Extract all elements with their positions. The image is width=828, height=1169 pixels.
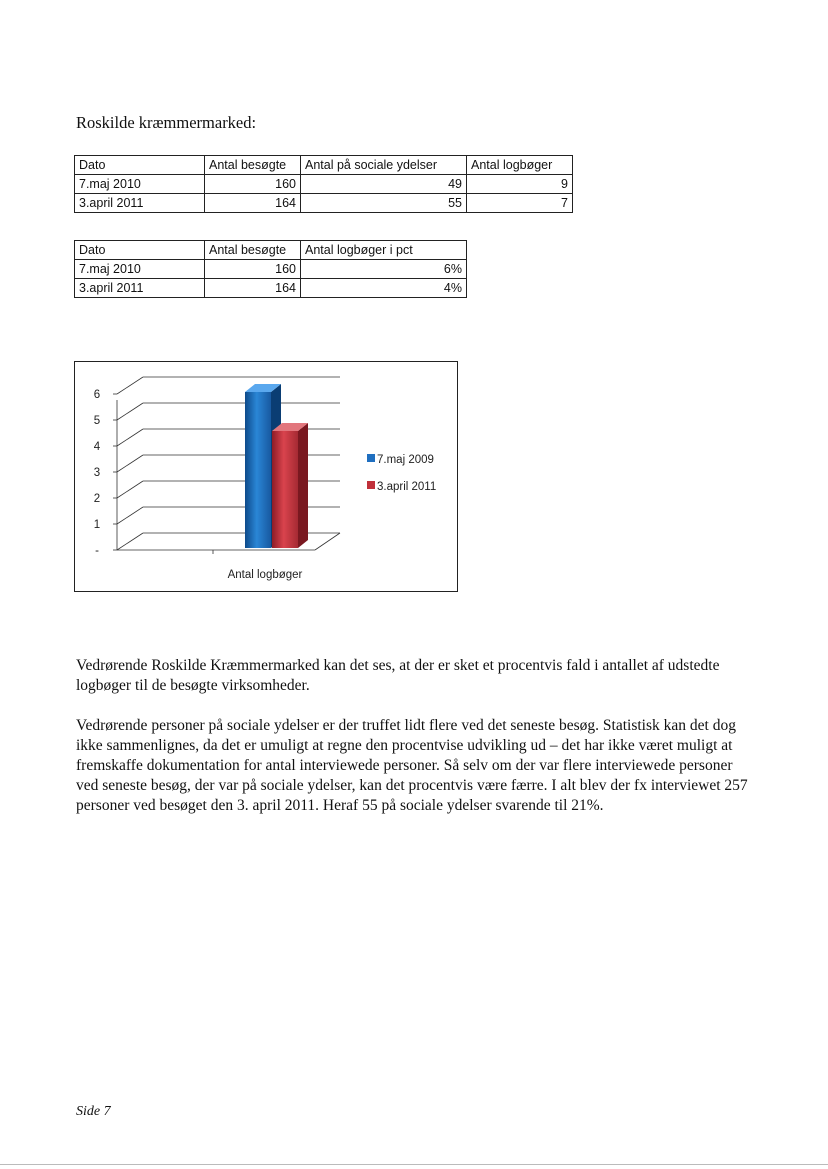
- table-row: [75, 194, 573, 213]
- table-cell: 6%: [301, 260, 467, 279]
- gridline: [117, 455, 143, 472]
- x-axis-label: Antal logbøger: [227, 569, 303, 581]
- legend-label: 3.april 2011: [377, 481, 437, 493]
- y-tick-label: 4: [93, 441, 101, 453]
- table-cell: 55: [301, 194, 467, 213]
- table-row: [75, 175, 573, 194]
- y-tick-label: 3: [93, 467, 101, 479]
- y-tick-label: -: [95, 545, 99, 557]
- page-number: Side 7: [76, 1104, 111, 1119]
- table-cell: 9: [467, 175, 573, 194]
- header-cell: Antal besøgte: [205, 156, 301, 175]
- bar-side: [298, 423, 308, 548]
- gridline: [117, 377, 143, 394]
- paragraph: Vedrørende Roskilde Kræmmermarked kan det ses, at der er sket et procentvis fald i antallet af udstedte logbøger til de besøgte virksomheder.: [76, 657, 720, 694]
- table-header-row: [75, 156, 573, 175]
- y-tick-label: 6: [93, 389, 101, 401]
- visits-table: [74, 155, 573, 213]
- table-cell: 4%: [301, 279, 467, 298]
- table-cell: 160: [205, 260, 301, 279]
- table-cell: 49: [301, 175, 467, 194]
- table-cell: 164: [205, 194, 301, 213]
- header-cell: Antal besøgte: [205, 241, 301, 260]
- gridline: [117, 481, 143, 498]
- gridline: [117, 533, 143, 550]
- gridline: [117, 403, 143, 420]
- table-cell: 7.maj 2010: [75, 260, 205, 279]
- header-cell: Antal logbøger: [467, 156, 573, 175]
- logbook-bar-chart: [74, 361, 458, 592]
- gridline: [117, 429, 143, 446]
- y-tick-label: 5: [93, 415, 101, 427]
- gridline: [117, 507, 143, 524]
- floor-edge: [315, 533, 340, 550]
- header-cell: Antal på sociale ydelser: [301, 156, 467, 175]
- header-cell: Antal logbøger i pct: [301, 241, 467, 260]
- table-cell: 7.maj 2010: [75, 175, 205, 194]
- y-tick-label: 2: [93, 493, 101, 505]
- table-cell: 3.april 2011: [75, 194, 205, 213]
- legend-swatch: [367, 454, 375, 462]
- table-cell: 160: [205, 175, 301, 194]
- chart-canvas: [75, 362, 459, 593]
- section-heading: Roskilde kræmmermarked:: [76, 113, 257, 132]
- header-cell: Dato: [75, 241, 205, 260]
- table-row: [75, 260, 467, 279]
- legend-swatch: [367, 481, 375, 489]
- logbook-percent-table: [74, 240, 467, 298]
- y-tick-label: 1: [93, 519, 101, 531]
- table-row: [75, 279, 467, 298]
- table-header-row: [75, 241, 467, 260]
- table-cell: 164: [205, 279, 301, 298]
- paragraph: Vedrørende personer på sociale ydelser er der truffet lidt flere ved det seneste besøg. Statistisk kan det dog ikke sammenlignes, da det er umuligt at regne den procentvise udvikling ud – det har ikke været muligt at fremskaffe dokumentation for antal interviewede personer. Så selv om der var flere interviewede personer ved seneste besøg, der var på sociale ydelser, kan det procentvis være færre. I alt blev der fx interviewet 257 personer ved besøget den 3. april 2011. Heraf 55 på sociale ydelser svarende til 21%.: [76, 717, 748, 814]
- page-bottom-divider: [0, 1164, 828, 1165]
- header-cell: Dato: [75, 156, 205, 175]
- legend-label: 7.maj 2009: [377, 454, 434, 466]
- bar: [245, 392, 271, 548]
- table-cell: 3.april 2011: [75, 279, 205, 298]
- table-cell: 7: [467, 194, 573, 213]
- bar: [272, 431, 298, 548]
